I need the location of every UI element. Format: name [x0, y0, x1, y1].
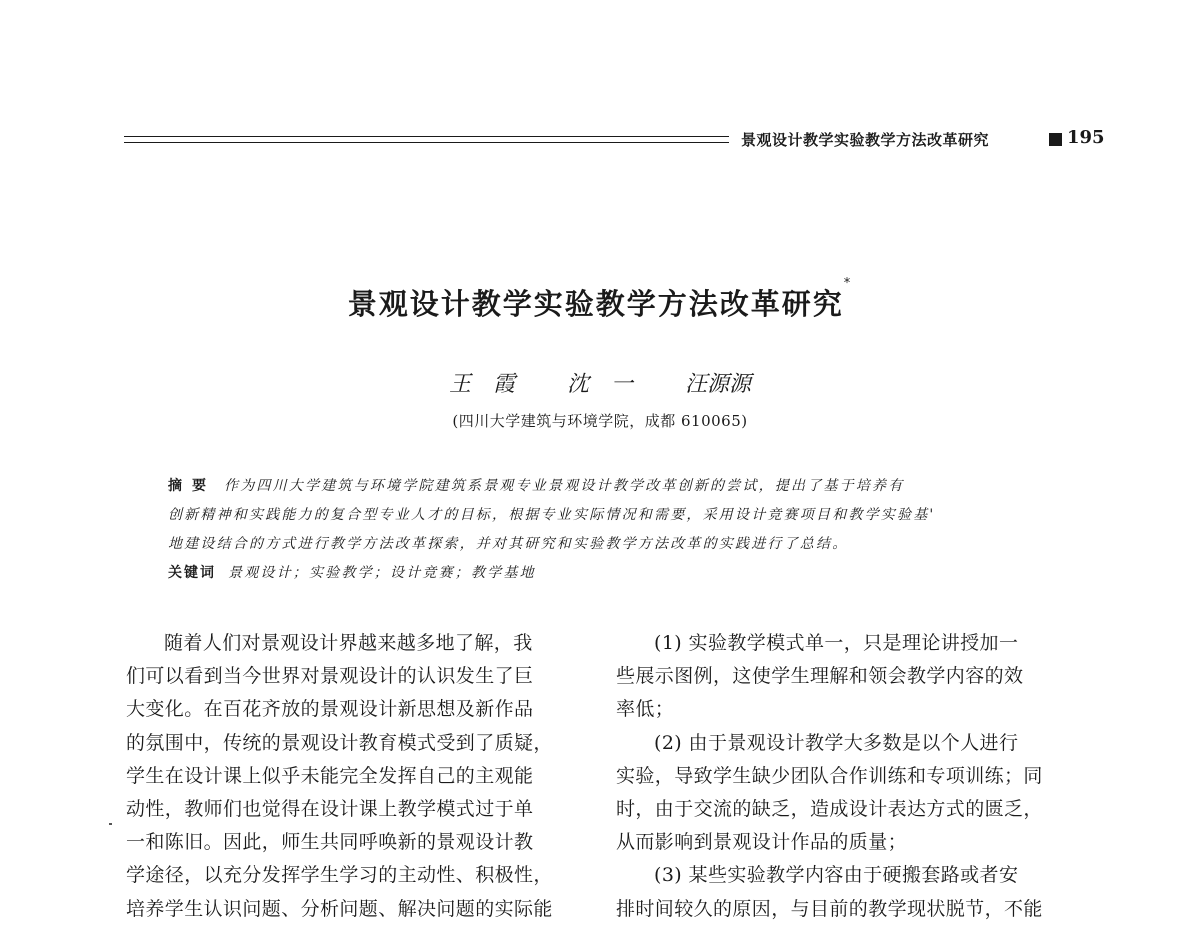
body-right-line-5: 实验，导致学生缺少团队合作训练和专项训练；同 — [616, 764, 1043, 787]
abstract-line-3: 地建设结合的方式进行教学方法改革探索，并对其研究和实验教学方法改革的实践进行了总结。 — [168, 536, 849, 552]
body-right-line-8: (3) 某些实验教学内容由于硬搬套路或者安 — [654, 864, 1019, 887]
page-number: 195 — [1067, 127, 1105, 148]
body-left-line-8: 学途径，以充分发挥学生学习的主动性、积极性， — [126, 864, 553, 887]
abstract-text-1: 作为四川大学建筑与环境学院建筑系景观专业景观设计教学改革创新的尝试，提出了基于培养有 — [224, 478, 905, 494]
running-header-title: 景观设计教学实验教学方法改革研究 — [741, 131, 990, 149]
title-footnote-mark: * — [843, 276, 853, 291]
scan-speck — [109, 823, 112, 825]
body-left-line-7: 一和陈旧。因此，师生共同呼唤新的景观设计教 — [126, 831, 534, 854]
keywords-line — [168, 559, 1048, 588]
keywords-label: 关键词 — [168, 565, 216, 581]
body-right-line-7: 从而影响到景观设计作品的质量； — [616, 831, 908, 854]
author-affiliation: (四川大学建筑与环境学院，成都 610065) — [452, 412, 748, 430]
body-right-line-9: 排时间较久的原因，与目前的教学现状脱节，不能 — [616, 897, 1043, 920]
body-right-line-3: 率低； — [616, 698, 675, 721]
body-left-line-6: 动性，教师们也觉得在设计课上教学模式过于单 — [126, 798, 534, 821]
header-double-rule — [124, 136, 729, 145]
article-title-text: 景观设计教学实验教学方法改革研究 — [347, 287, 844, 321]
author-1: 王 霞 — [448, 372, 515, 397]
article-title — [0, 276, 1200, 323]
body-right-line-4: (2) 由于景观设计教学大多数是以个人进行 — [654, 731, 1019, 754]
author-list — [0, 367, 1200, 398]
body-left-column — [126, 627, 588, 926]
author-2: 沈 一 — [566, 372, 633, 397]
body-right-line-2: 些展示图例，这使学生理解和领会教学内容的效 — [616, 665, 1024, 688]
keywords-text: 景观设计；实验教学；设计竞赛；教学基地 — [228, 565, 536, 581]
body-right-column — [616, 627, 1068, 926]
body-left-line-9: 培养学生认识问题、分析问题、解决问题的实际能 — [126, 897, 553, 920]
author-3: 汪源源 — [685, 372, 752, 397]
body-left-line-3: 大变化。在百花齐放的景观设计新思想及新作品 — [126, 698, 534, 721]
abstract-line-1 — [168, 472, 1048, 501]
abstract-label: 摘要 — [168, 478, 216, 494]
abstract-line-2: 创新精神和实践能力的复合型专业人才的目标，根据专业实际情况和需要，采用设计竞赛项目和教学实验基' — [168, 507, 936, 523]
body-right-line-6: 时，由于交流的缺乏，造成设计表达方式的匮乏， — [616, 798, 1043, 821]
body-left-line-2: 们可以看到当今世界对景观设计的认识发生了巨 — [126, 665, 534, 688]
abstract-section — [168, 472, 1048, 588]
body-left-line-4: 的氛围中，传统的景观设计教育模式受到了质疑， — [126, 731, 553, 754]
body-right-line-1: (1) 实验教学模式单一，只是理论讲授加一 — [654, 632, 1019, 654]
body-left-line-5: 学生在设计课上似乎未能完全发挥自己的主观能 — [126, 764, 534, 787]
body-left-line-1: 随着人们对景观设计界越来越多地了解，我 — [164, 632, 533, 654]
header-square-marker — [1049, 133, 1062, 146]
